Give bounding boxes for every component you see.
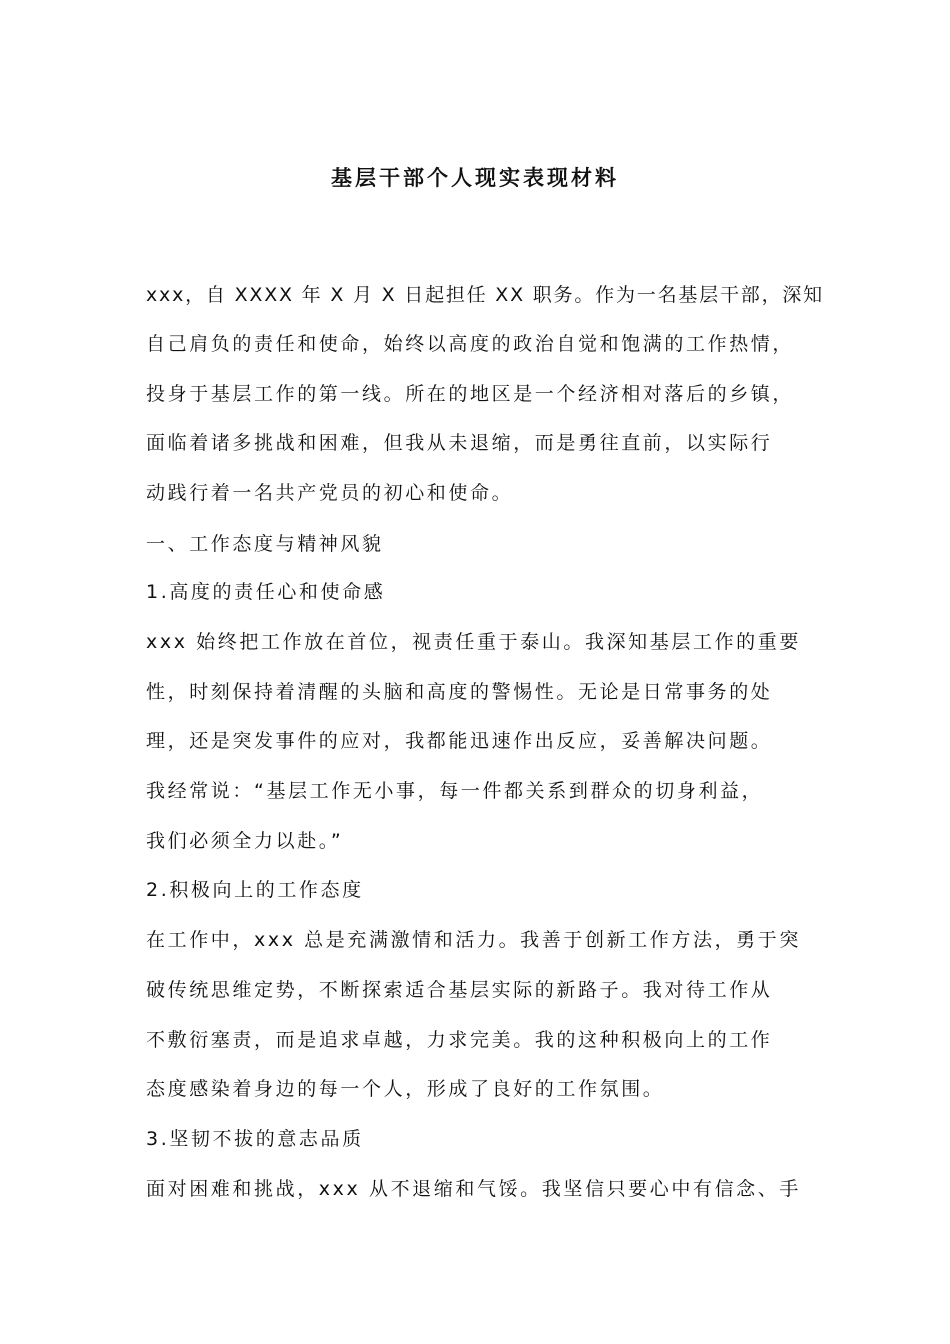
document-title: 基层干部个人现实表现材料 <box>331 166 619 190</box>
body-line: xxx，自 XXXX 年 X 月 X 日起担任 XX 职务。作为一名基层干部，深知 <box>146 284 824 306</box>
subsection-heading: 3.坚韧不拔的意志品质 <box>146 1128 364 1150</box>
subsection-heading: 2.积极向上的工作态度 <box>146 879 364 901</box>
body-line: 理，还是突发事件的应对，我都能迅速作出反应，妥善解决问题。 <box>146 730 773 752</box>
body-line: 不敷衍塞责，而是追求卓越，力求完美。我的这种积极向上的工作 <box>146 1029 773 1051</box>
body-line: 面临着诸多挑战和困难，但我从未退缩，而是勇往直前，以实际行 <box>146 432 773 454</box>
body-line: 性，时刻保持着清醒的头脑和高度的警惕性。无论是日常事务的处 <box>146 681 773 703</box>
body-line: 自己肩负的责任和使命，始终以高度的政治自觉和饱满的工作热情， <box>146 333 795 355</box>
body-line: 在工作中，xxx 总是充满激情和活力。我善于创新工作方法，勇于突 <box>146 929 801 951</box>
section-heading: 一、工作态度与精神风貌 <box>146 533 384 555</box>
subsection-heading: 1.高度的责任心和使命感 <box>146 581 386 603</box>
body-line: 动践行着一名共产党员的初心和使命。 <box>146 482 514 504</box>
body-line: 面对困难和挑战，xxx 从不退缩和气馁。我坚信只要心中有信念、手 <box>146 1178 801 1200</box>
body-line: xxx 始终把工作放在首位，视责任重于泰山。我深知基层工作的重要 <box>146 631 801 653</box>
body-line: 态度感染着身边的每一个人，形成了良好的工作氛围。 <box>146 1078 665 1100</box>
body-line: 投身于基层工作的第一线。所在的地区是一个经济相对落后的乡镇， <box>146 383 795 405</box>
body-line: 破传统思维定势，不断探索适合基层实际的新路子。我对待工作从 <box>146 979 773 1001</box>
body-line: 我们必须全力以赴。” <box>146 830 344 852</box>
body-line: 我经常说：“基层工作无小事，每一件都关系到群众的切身利益， <box>146 780 764 802</box>
